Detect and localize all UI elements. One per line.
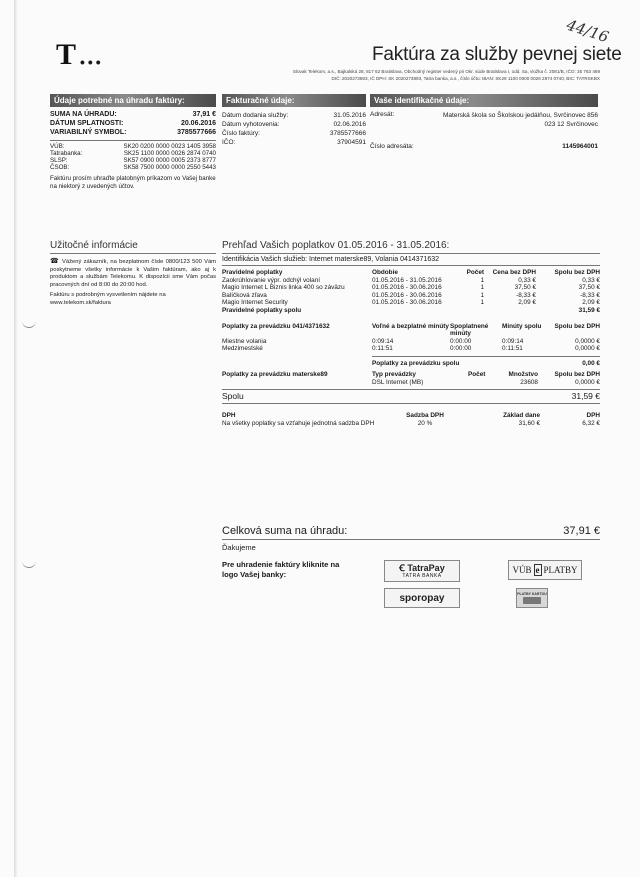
regular-total-row: Pravidelné poplatky spolu 31,59 € <box>222 306 600 314</box>
table-row: Magio Internet L Biznis linka 400 so záväzu 01.05.2016 - 30.06.2016 1 37,50 € 37,50 € <box>222 284 600 292</box>
regular-fees-table: Pravidelné poplatky Obdobie Počet Cena bez DPH Spolu bez DPH Zaokrúhlovanie výpr. odchýl volaní 01.05.2016 - 31.05.2016 1 0,33 € 0,33 € Magio Internet L Biznis linka 400 so záväzu 01.05.2016 - 30.06.2016 1 37,50 € 37,50 € Balíčková zľava 01.05.2016 - 30.06.2016 1 -8,33 € -8,33 € Magio Internet Security 01.05.2016 - 30.06.2016 1 2,09 € 2,09 € Pravidelné poplatky spolu 31,59 € <box>222 269 600 314</box>
bank-accounts: VÚB: SK20 0200 0000 0023 1405 3958 Tatrabanka: SK25 1100 0000 0026 2874 0740 SLSP: SK57 0900 0000 0005 2373 8777 ČSOB: SK58 7500 0000 0000 2550 5443 <box>50 143 216 171</box>
punch-hole-mark <box>22 560 36 568</box>
invoice-row: IČO: 37904591 <box>222 139 366 146</box>
company-info <box>200 69 600 82</box>
payment-row: SUMA NA ÚHRADU: 37,91 € <box>50 111 216 118</box>
internet-fees-table: Poplatky za prevádzku materske89 Typ prevádzky Počet Množstvo Spolu bez DPH DSL Internet (MB) 23608 0,0000 € <box>222 370 600 386</box>
handwritten-note: 44/16 <box>564 15 611 47</box>
payment-section <box>50 94 216 190</box>
company-info-line-1: Slovak Telekom, a.s., Bajkalská 28, 817 62 Bratislava, Obchodný register vedený pri Okr. súde Bratislava I, odd. Sa, vložka č. 2081/B, IČO: 35 763 469 <box>292 69 600 74</box>
total-section <box>222 524 600 552</box>
tatrapay-icon: Ꞓ <box>399 562 405 573</box>
csob-card-button[interactable]: PLATBY KARTOU <box>516 588 548 608</box>
usage-total-row: Poplatky za prevádzku spolu 0,00 € <box>372 359 600 367</box>
table-row: Balíčková zľava 01.05.2016 - 30.06.2016 1 -8,33 € -8,33 € <box>222 291 600 299</box>
company-info-line-2: DIČ: 2020273893, IČ DPH: SK 2020273893, Tatra banka, a.s., číslo účtu: IBAN: SK29 1100 0000 0026 2874 0740, BIC: TATRSKBX <box>331 75 600 81</box>
thanks-text: Ďakujeme <box>222 543 256 552</box>
table-row: Medzimestské 0:11:51 0:00:00 0:11:51 0,0000 € <box>222 345 600 353</box>
payment-note: Faktúru prosím uhraďte platobným príkazom vo Vašej banke na niektorý z uvedených účtov. <box>50 175 216 190</box>
card-icon <box>523 597 541 604</box>
total-value: 37,91 € <box>563 525 600 537</box>
sporopay-button[interactable]: sporopay <box>384 588 460 608</box>
table-row: DSL Internet (MB) 23608 0,0000 € <box>372 378 600 386</box>
punch-hole-mark <box>22 320 36 328</box>
service-identification: Identifikácia Vašich služieb: Internet materske89, Volania 0414371632 <box>222 256 440 263</box>
vub-eplatby-button[interactable]: VÚB e PLATBY <box>508 560 582 580</box>
document-title: Faktúra za služby pevnej siete <box>372 44 622 65</box>
telekom-logo: T <box>56 38 77 71</box>
payment-row: DÁTUM SPLATNOSTI: 20.06.2016 <box>50 120 216 127</box>
telekom-logo-dots: ••• <box>80 54 104 70</box>
payment-row: VARIABILNÝ SYMBOL: 3785577666 <box>50 129 216 136</box>
phone-icon: ☎ <box>50 258 63 265</box>
invoice-row: Číslo faktúry: 3785577666 <box>222 130 366 137</box>
invoice-row: Dátum dodania služby: 31.05.2016 <box>222 112 366 119</box>
identification-header: Vaše identifikačné údaje: <box>370 94 598 107</box>
useful-info-paragraph: Vážený zákazník, na bezplatnom čísle 0800/123 500 Vám poskytneme všetky informácie k Vašim faktúram, ako aj k produktom a službám Telekomu. K dispozícii sme Vám počas pracovných dní od 8:00 do 20:00 hod. <box>50 259 216 288</box>
table-row: Miestne volania 0:09:14 0:00:00 0:09:14 0,0000 € <box>222 337 600 345</box>
payment-header: Údaje potrebné na úhradu faktúry: <box>50 94 216 107</box>
overview-title: Prehľad Vašich poplatkov 01.05.2016 - 31.05.2016: <box>222 240 450 251</box>
useful-info-link-text: Faktúru s podrobným vysvetlením nájdete na www.telekom.sk/faktura <box>50 292 166 306</box>
identification-section <box>370 94 598 151</box>
usage-fees-table: Poplatky za prevádzku 041/4371632 Voľné a bezplatné minúty Spoplatnené minúty Minúty spolu Spolu bez DPH Miestne volania 0:09:14 0:00:00 0:09:14 0,0000 € Medzimestské 0:11:51 0:00:00 0:11:51 0,0000 € <box>222 322 600 353</box>
tatrapay-button[interactable]: Ꞓ TatraPay TATRA BANKA <box>384 560 460 582</box>
invoice-section <box>222 94 366 147</box>
address-line-2: 023 12 Svrčinovec <box>544 121 598 128</box>
address-label: Adresát: <box>370 111 395 118</box>
total-label: Celková suma na úhradu: <box>222 525 348 537</box>
invoice-row: Dátum vyhotovenia: 02.06.2016 <box>222 121 366 128</box>
address-line-1: Materská škola so Školskou jedálňou, Svrčinovec 856 <box>443 112 598 119</box>
pay-prompt: Pre uhradenie faktúry kliknite na logo Vašej banky: <box>222 560 340 579</box>
paper-edge <box>14 0 18 877</box>
table-row: Zaokrúhlovanie výpr. odchýl volaní 01.05.2016 - 31.05.2016 1 0,33 € 0,33 € <box>222 276 600 284</box>
table-row: Na všetky poplatky sa vzťahuje jednotná sadzba DPH 20 % 31,60 € 6,32 € <box>222 419 600 427</box>
table-row: Magio Internet Security 01.05.2016 - 30.06.2016 1 2,09 € 2,09 € <box>222 299 600 307</box>
useful-info-title: Užitočné informácie <box>50 240 138 251</box>
invoice-header: Fakturačné údaje: <box>222 94 366 107</box>
overview-section <box>222 240 600 427</box>
useful-info-section <box>50 240 216 308</box>
vat-table: DPH Sadzba DPH Základ dane DPH Na všetky poplatky sa vzťahuje jednotná sadzba DPH 20 % 31,60 € 6,32 € <box>222 412 600 427</box>
sum-row: Spolu 31,59 € <box>222 391 600 402</box>
customer-number: Číslo adresáta: 1145964001 <box>370 143 598 150</box>
